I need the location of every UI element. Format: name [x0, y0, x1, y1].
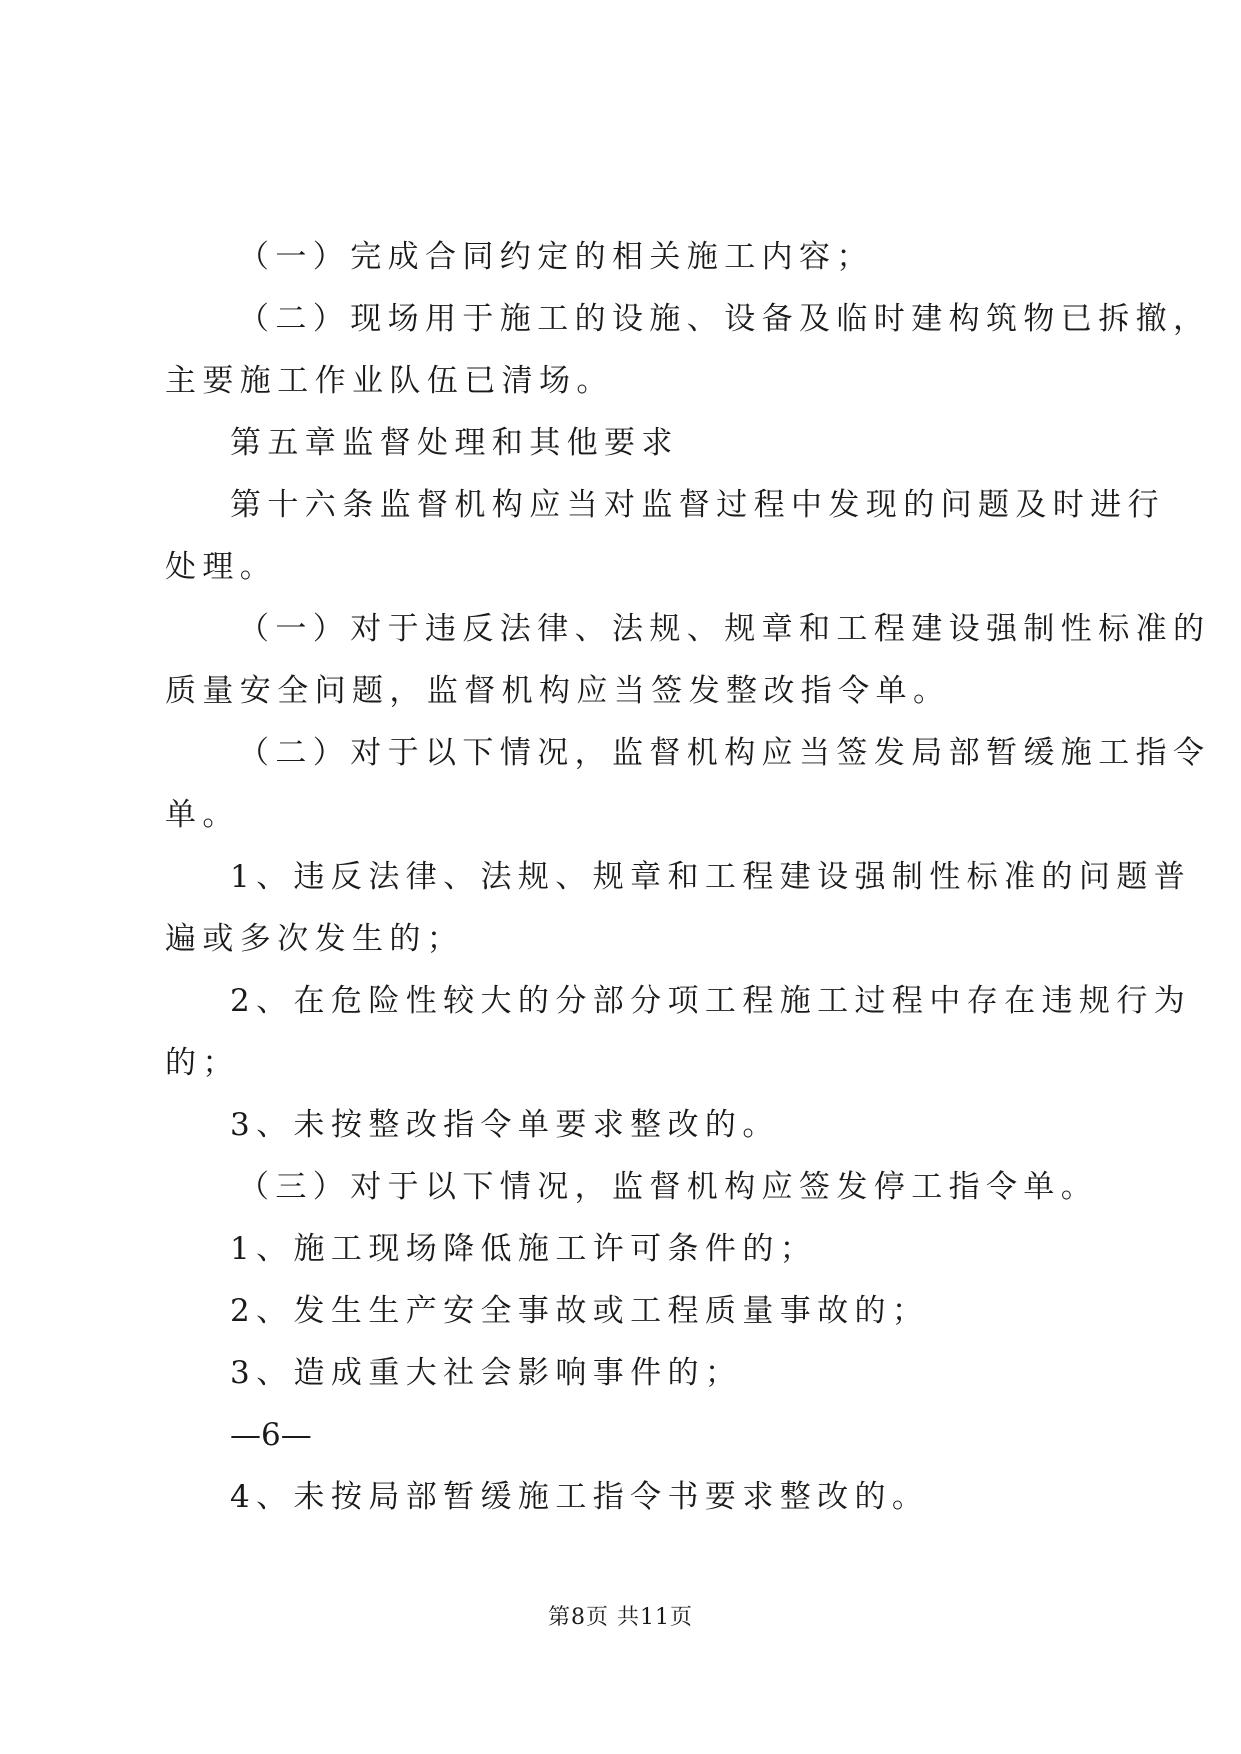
text-line: （二）现场用于施工的设施、设备及临时建构筑物已拆撤， [238, 301, 1211, 337]
page-number-marker: —6— [230, 1417, 312, 1453]
text-line: 2、发生生产安全事故或工程质量事故的； [230, 1293, 930, 1329]
text-line: 1、违反法律、法规、规章和工程建设强制性标准的问题普 [230, 859, 1192, 895]
text-line: 第十六条监督机构应当对监督过程中发现的问题及时进行 [230, 487, 1165, 523]
text-line: （二）对于以下情况，监督机构应当签发局部暂缓施工指令 [238, 735, 1211, 771]
text-line: （一）对于违反法律、法规、规章和工程建设强制性标准的 [238, 611, 1211, 647]
chapter-heading: 第五章监督处理和其他要求 [230, 425, 679, 461]
text-line: 遍或多次发生的； [165, 921, 465, 957]
text-line: （一）完成合同约定的相关施工内容； [238, 239, 874, 275]
text-line: 质量安全问题，监督机构应当签发整改指令单。 [165, 673, 951, 709]
text-line: 1、施工现场降低施工许可条件的； [230, 1231, 818, 1267]
text-line: （三）对于以下情况，监督机构应签发停工指令单。 [238, 1169, 1099, 1205]
page-footer: 第8页 共11页 [548, 1605, 693, 1630]
text-line: 的； [165, 1045, 240, 1081]
text-line: 4、未按局部暂缓施工指令书要求整改的。 [230, 1479, 930, 1515]
text-line: 3、未按整改指令单要求整改的。 [230, 1107, 780, 1143]
text-line: 单。 [165, 797, 240, 833]
text-line: 2、在危险性较大的分部分项工程施工过程中存在违规行为 [230, 983, 1192, 1019]
text-line: 处理。 [165, 549, 278, 585]
text-line: 3、造成重大社会影响事件的； [230, 1355, 743, 1391]
text-line: 主要施工作业队伍已清场。 [165, 363, 614, 399]
